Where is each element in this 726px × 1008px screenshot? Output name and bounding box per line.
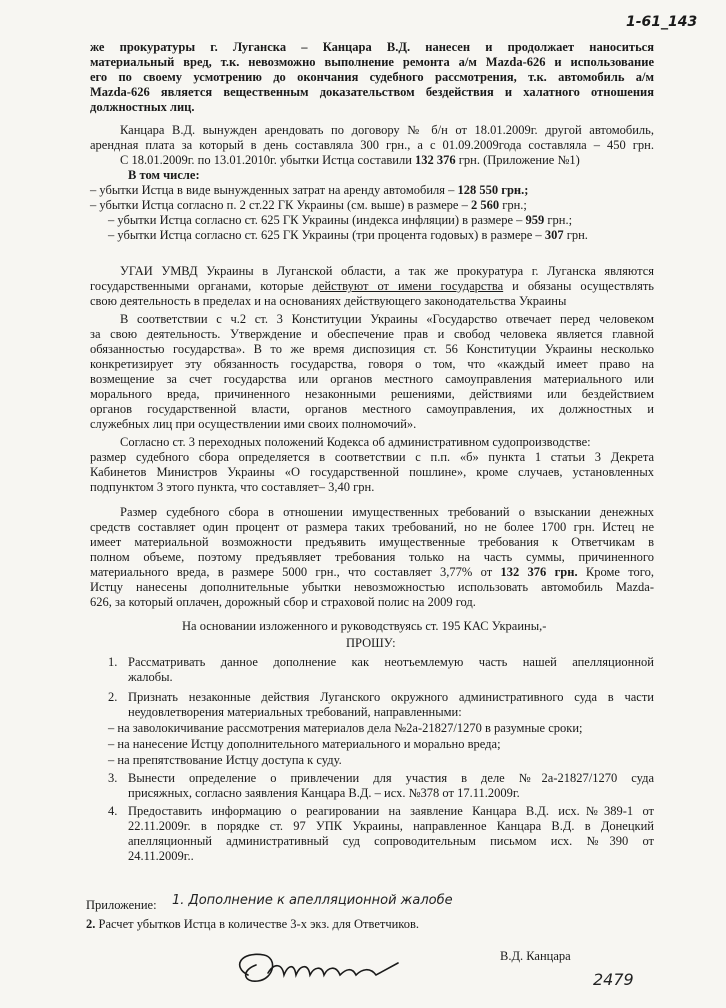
top-line-5: должностных лиц. [90,100,195,114]
request-4-line-2: 22.11.2009г. в порядке ст. 97 УПК Украины, направленное Канцара В.Д. в Донецкий [128,819,654,833]
ugai-line-1: УГАИ УМВД Украины в Луганской области, а так же прокуратура г. Луганска являются [120,264,654,278]
request-2-number: 2. [108,690,118,704]
loss-item-3: – убытки Истца согласно ст. 625 ГК Украины (индекса инфляции) в размере – 959 грн.; [108,213,573,227]
basis-line: На основании изложенного и руководствуясь ст. 195 КАС Украины,- [182,619,547,633]
request-3-number: 3. [108,771,118,785]
ugai-line-2: государственными органами, которые действуют от имени государства и обязаны осуществлять [90,279,654,293]
request-1-number: 1. [108,655,118,669]
loss-item-2: – убытки Истца согласно п. 2 ст.22 ГК Украины (см. выше) в размере – 2 560 грн.; [90,198,527,212]
const-line-4: конкретизирует эту обязанность государства, говоря о том, что «каждый имеет право на [90,357,654,371]
rent-line-3: С 18.01.2009г. по 13.01.2010г. убытки Истца составили 132 376 грн. (Приложение №1) [120,153,580,167]
fee-line-5: материального вреда, в размере 5000 грн., что составляет 3,77% от 132 376 грн. Кроме того, [90,565,654,579]
loss-item-1: – убытки Истца в виде вынужденных затрат на аренду автомобиля – 128 550 грн.; [90,183,529,197]
request-1-line-2: жалобы. [128,670,173,684]
top-line-3: его по своему усмотрению до окончания судебного рассмотрения, т.к. автомобиль а/м [90,70,654,84]
const-line-7: органов государственной власти, органов местного самоуправления, их должностных и [90,402,654,416]
document-code: 1-61_143 [626,14,698,30]
signature-image [230,945,410,990]
request-2-dash-1: – на заволокичивание рассмотрения материалов дела №2а-21827/1270 в разумные сроки; [108,721,583,735]
rent-line-2: арендная плата за который в день составляла 300 грн., а с 01.09.2009года составляла – 450 грн. [90,138,654,152]
fee-line-4: полном объеме, поэтому предъявляет требования только на часть суммы, причиненного [90,550,654,564]
handwritten-number: 2479 [593,970,634,989]
const-line-3: обязанностью государства». В то же время диспозиция ст. 56 Конституции Украины несколько [90,342,654,356]
code-line-1: Согласно ст. 3 переходных положений Кодекса об административном судопроизводстве: [120,435,591,449]
const-line-5: возмещение за счет государства или органов местного самоуправления материального или [90,372,654,386]
request-3-line-1: Вынести определение о привлечении для участия в деле №2а-21827/1270 суда [128,771,654,785]
const-line-6: морального вреда, причиненного незаконными решениями, действиями или бездействием [90,387,654,401]
top-line-1: же прокуратуры г. Луганска – Канцара В.Д. нанесен и продолжает наноситься [90,40,654,54]
request-3-line-2: присяжных, согласно заявления Канцара В.Д. – исх. №378 от 17.11.2009г. [128,786,520,800]
const-line-1: В соответствии с ч.2 ст. 3 Конституции Украины «Государство отвечает перед человеком [120,312,654,326]
code-line-3: Кабинетов Министров Украины «О государственной пошлине», кроме случаев, установленных [90,465,654,479]
top-line-4: Mazda-626 является вещественным доказательством бездействия и халатного отношения [90,85,654,99]
request-2-dash-3: – на препятствование Истцу доступа к суду. [108,753,342,767]
request-4-line-1: Предоставить информацию о реагировании на заявление Канцара В.Д. исх.№389-1 от [128,804,654,818]
fee-line-7: 626, за который оплачен, дорожный сбор и страховой полис на 2009 год. [90,595,476,609]
request-4-line-3: апелляционный административный суд сопроводительным письмом исх. №390 от [128,834,654,848]
request-1-line-1: Рассматривать данное дополнение как неотъемлемую часть нашей апелляционной [128,655,654,669]
rent-line-1: Канцара В.Д. вынужден арендовать по договору № б/н от 18.01.2009г. другой автомобиль, [120,123,654,137]
appendix-label: Приложение: [86,898,157,912]
loss-item-4: – убытки Истца согласно ст. 625 ГК Украины (три процента годовых) в размере – 307 грн. [108,228,588,242]
fee-line-2: средств составляет один процент от размера таких требований, но не более 1700 грн. Истец не [90,520,654,534]
top-line-2: материальный вред, т.к. невозможно выполнение ремонта а/м Mazda-626 и использование [90,55,654,69]
request-2-line-2: неудовлетворения материальных требований, направленными: [128,705,462,719]
const-line-2: за свою деятельность. Утверждение и обеспечение прав и свобод человека является главной [90,327,654,341]
const-line-8: служебных лиц при осуществлении ими своих полномочий». [90,417,417,431]
fee-line-1: Размер судебного сбора в отношении имущественных требований о взыскании денежных [120,505,654,519]
appendix-handwritten-item: 1. Дополнение к апелляционной жалобе [172,893,453,908]
request-heading: ПРОШУ: [346,636,396,650]
request-2-dash-2: – на нанесение Истцу дополнительного материального и морально вреда; [108,737,501,751]
appendix-item-2: 2. Расчет убытков Истца в количестве 3-х экз. для Ответчиков. [86,917,420,931]
signer-name: В.Д. Канцара [500,949,571,963]
code-line-4: подпунктом 3 этого пункта, что составляет– 3,40 грн. [90,480,375,494]
rent-including: В том числе: [128,168,200,182]
fee-line-3: имеет материальной возможности предъявить имущественные требования к Ответчикам в [90,535,654,549]
request-4-number: 4. [108,804,118,818]
request-4-line-4: 24.11.2009г.. [128,849,194,863]
ugai-line-3: свою деятельность в пределах и на основаниях действующего законодательства Украины [90,294,567,308]
code-line-2: размер судебного сбора определяется в соответствии с п.п. «б» пункта 1 статьи 3 Декрета [90,450,654,464]
fee-line-6: Истцу нанесены дополнительные убытки невозможностью использовать автомобиль Mazda- [90,580,654,594]
request-2-line-1: Признать незаконные действия Луганского окружного административного суда в части [128,690,654,704]
